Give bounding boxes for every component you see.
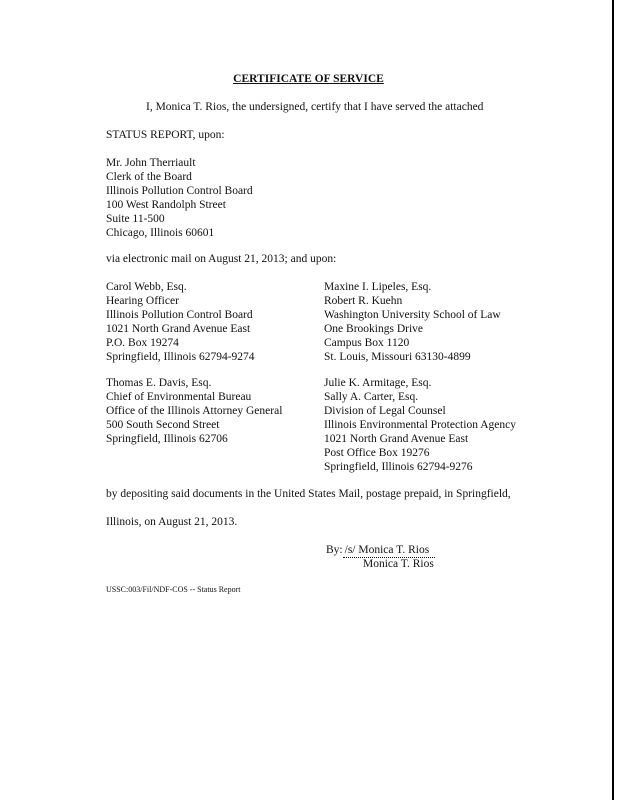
document-footer: USSC:003/Fil/NDF-COS -- Status Report [106, 585, 241, 594]
document-title: CERTIFICATE OF SERVICE [233, 73, 384, 85]
address-line: Springfield, Illinois 62794-9276 [324, 461, 473, 473]
address-line: Washington University School of Law [324, 309, 501, 321]
served-document: STATUS REPORT, upon: [106, 129, 225, 141]
address-line: 1021 North Grand Avenue East [324, 433, 469, 445]
address-line: One Brookings Drive [324, 323, 424, 335]
page-edge [612, 0, 614, 800]
address-line: Mr. John Therriault [106, 157, 196, 169]
recipient-lipeles [324, 280, 501, 364]
address-line: Clerk of the Board [106, 171, 192, 183]
mailing-statement: by depositing said documents in the United States Mail, postage prepaid, in Springfield, [106, 488, 511, 500]
address-line: Carol Webb, Esq. [106, 281, 187, 293]
recipient-davis [106, 376, 282, 446]
address-line: P.O. Box 19274 [106, 337, 179, 349]
signature-line [326, 543, 435, 558]
address-line: Chief of Environmental Bureau [106, 391, 252, 403]
address-line: Chicago, Illinois 60601 [106, 227, 215, 239]
address-line: Campus Box 1120 [324, 337, 410, 349]
address-line: Sally A. Carter, Esq. [324, 391, 419, 403]
address-line: 1021 North Grand Avenue East [106, 323, 251, 335]
address-line: Maxine I. Lipeles, Esq. [324, 281, 432, 293]
address-line: Suite 11-500 [106, 213, 165, 225]
service-date: Illinois, on August 21, 2013. [106, 516, 238, 528]
address-line: Springfield, Illinois 62706 [106, 433, 228, 445]
certification-intro: I, Monica T. Rios, the undersigned, certify that I have served the attached [146, 101, 484, 113]
address-line: Division of Legal Counsel [324, 405, 446, 417]
board-address [106, 156, 253, 240]
address-line: Office of the Illinois Attorney General [106, 405, 283, 417]
address-line: Hearing Officer [106, 295, 179, 307]
address-line: Thomas E. Davis, Esq. [106, 377, 212, 389]
address-line: Illinois Pollution Control Board [106, 309, 253, 321]
electronic-signature [343, 543, 436, 558]
signer-name: Monica T. Rios [363, 558, 434, 570]
address-line: Post Office Box 19276 [324, 447, 430, 459]
address-line: Illinois Environmental Protection Agency [324, 419, 516, 431]
address-line: Illinois Pollution Control Board [106, 185, 253, 197]
recipient-webb [106, 280, 255, 364]
address-line: St. Louis, Missouri 63130-4899 [324, 351, 471, 363]
service-method: via electronic mail on August 21, 2013; and upon: [106, 253, 337, 265]
recipient-armitage [324, 376, 516, 474]
address-line: Robert R. Kuehn [324, 295, 403, 307]
address-line: 100 West Randolph Street [106, 199, 226, 211]
signature-by-label: By: [326, 544, 343, 556]
signature-text: /s/ Monica T. Rios [344, 544, 430, 556]
address-line: Springfield, Illinois 62794-9274 [106, 351, 255, 363]
address-line: Julie K. Armitage, Esq. [324, 377, 432, 389]
address-line: 500 South Second Street [106, 419, 220, 431]
